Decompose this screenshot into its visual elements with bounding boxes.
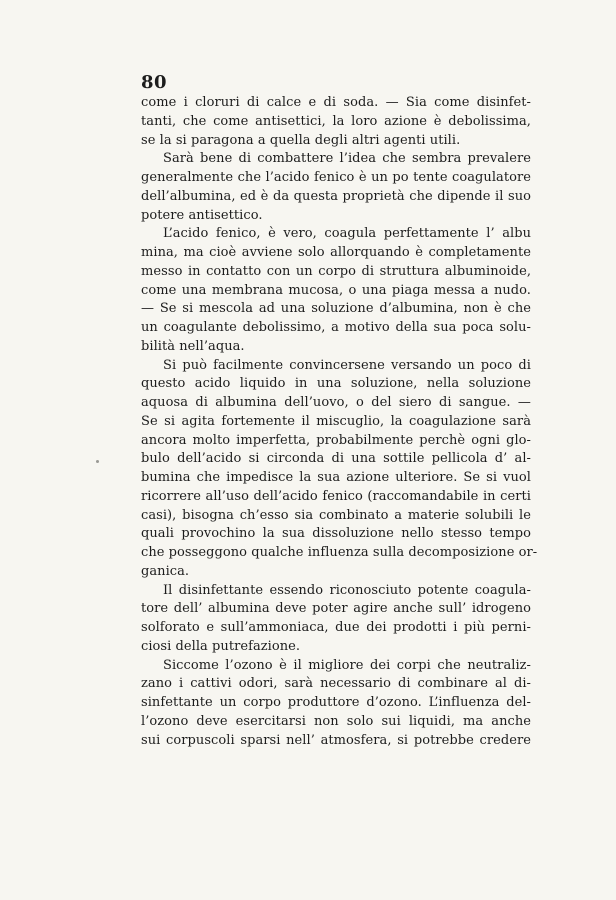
- text-line: — Se si mescola ad una soluzione d’albumina, non è che: [141, 301, 531, 317]
- text-line: Il disinfettante essendo riconosciuto potente coagula-: [163, 582, 531, 598]
- text-line: ricorrere all’uso dell’acido fenico (raccomandabile in certi: [141, 488, 531, 504]
- text-line: come i cloruri di calce e di soda. — Sia come disinfet-: [141, 95, 531, 110]
- paper-speck: [96, 460, 99, 463]
- text-line: se la si paragona a quella degli altri agenti utili.: [141, 132, 461, 148]
- text-line: generalmente che l’acido fenico è un po tente coagulatore: [141, 170, 531, 185]
- text-line: come una membrana mucosa, o una piaga messa a nudo.: [141, 282, 531, 298]
- text-line: Si può facilmente convincersene versando un poco di: [163, 357, 531, 373]
- text-line: solforato e sull’ammoniaca, due dei prodotti i più perni-: [141, 620, 531, 635]
- text-line: zano i cattivi odori, sarà necessario di combinare al di-: [141, 676, 531, 692]
- text-line: Siccome l’ozono è il migliore dei corpi che neutraliz-: [163, 657, 531, 673]
- text-line: ancora molto imperfetta, probabilmente perchè ogni glo-: [141, 432, 531, 448]
- text-line: che posseggono qualche influenza sulla decomposizione or-: [141, 545, 538, 560]
- text-line: questo acido liquido in una soluzione, nella soluzione: [141, 376, 531, 392]
- body-text: [141, 94, 538, 750]
- text-line: tore dell’ albumina deve poter agire anche sull’ idrogeno: [141, 601, 531, 617]
- text-line: bumina che impedisce la sua azione ulteriore. Se si vuol: [141, 470, 531, 485]
- text-line: un coagulante debolissimo, a motivo della sua poca solu-: [141, 320, 531, 335]
- text-line: sui corpuscoli sparsi nell’ atmosfera, si potrebbe credere: [141, 732, 531, 748]
- text-line: bilità nell’aqua.: [141, 338, 245, 354]
- text-line: tanti, che come antisettici, la loro azione è debolissima,: [141, 113, 531, 129]
- text-line: mina, ma cioè avviene solo allorquando è completamente: [141, 245, 531, 260]
- text-line: dell’albumina, ed è da questa proprietà che dipende il suo: [141, 188, 531, 204]
- text-line: Sarà bene di combattere l’idea che sembra prevalere: [163, 151, 531, 167]
- text-line: potere antisettico.: [141, 207, 263, 223]
- text-line: quali provochino la sua dissoluzione nello stesso tempo: [141, 526, 531, 542]
- text-line: L’acido fenico, è vero, coagula perfettamente l’ albu: [163, 226, 531, 242]
- text-line: l’ozono deve esercitarsi non solo sui liquidi, ma anche: [141, 713, 531, 729]
- text-line: messo in contatto con un corpo di struttura albuminoide,: [141, 263, 531, 279]
- text-line: Se si agita fortemente il miscuglio, la coagulazione sarà: [141, 413, 531, 429]
- page-number: 80: [141, 72, 168, 93]
- text-line: ganica.: [141, 563, 190, 579]
- text-line: bulo dell’acido si circonda di una sottile pellicola d’ al-: [141, 451, 531, 467]
- text-line: casi), bisogna ch’esso sia combinato a materie solubili le: [141, 507, 531, 523]
- text-line: sinfettante un corpo produttore d’ozono. L’influenza del-: [141, 695, 531, 710]
- text-line: aquosa di albumina dell’uovo, o del siero di sangue. —: [141, 395, 531, 410]
- text-line: ciosi della putrefazione.: [141, 638, 301, 654]
